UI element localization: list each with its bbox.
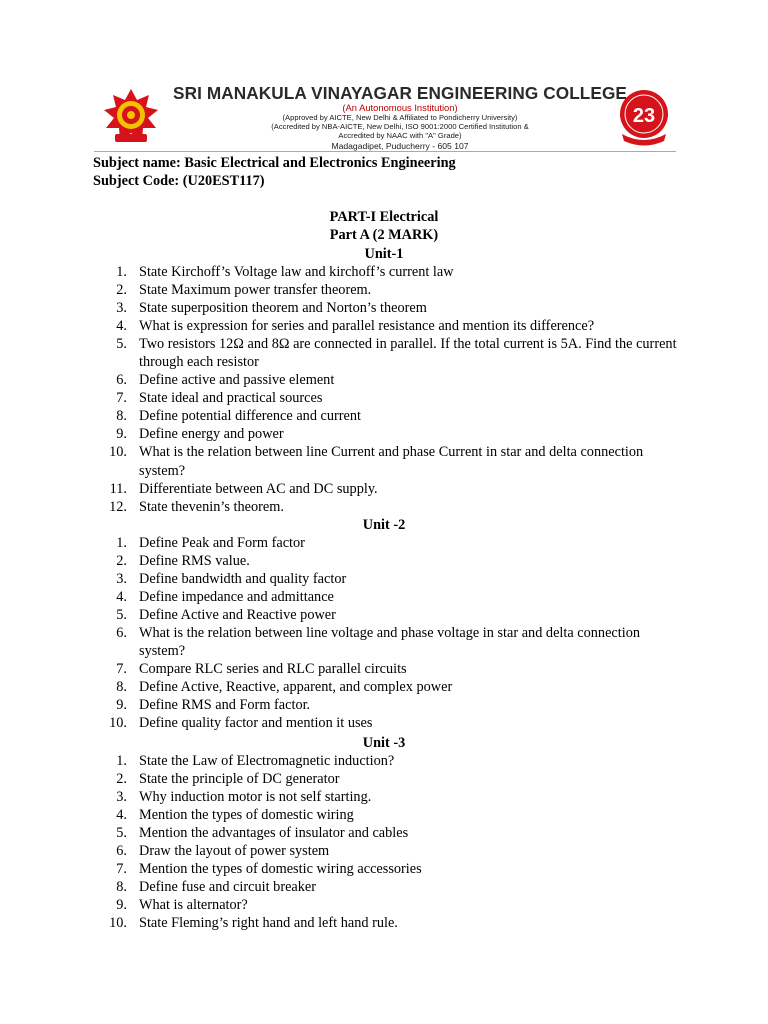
anniversary-badge-logo: [612, 86, 676, 146]
college-emblem-logo: [102, 88, 160, 146]
question-text: Define bandwidth and quality factor: [139, 571, 347, 588]
question-text: Define impedance and admittance: [139, 589, 334, 606]
question-number: 1.: [116, 753, 127, 769]
question-number: 11.: [109, 480, 127, 497]
question-item: [0, 335, 681, 371]
question-number: 3.: [116, 789, 127, 806]
question-number: 4.: [116, 807, 127, 824]
autonomous-tagline: (An Autonomous Institution): [342, 102, 458, 113]
question-text: Define active and passive element: [139, 372, 335, 389]
question-text: State Maximum power transfer theorem.: [139, 282, 372, 299]
question-text: Define Peak and Form factor: [139, 535, 305, 551]
unit-1-question-list: [0, 263, 681, 516]
question-number: 3.: [116, 300, 127, 317]
question-number: 2.: [116, 771, 127, 788]
question-number: 12.: [109, 498, 127, 515]
question-number: 8.: [116, 408, 127, 425]
question-item: [0, 480, 681, 498]
question-text: State Fleming’s right hand and left hand rule.: [139, 915, 398, 932]
question-item: [0, 860, 681, 878]
question-number: 8.: [116, 879, 127, 896]
question-item: [0, 498, 681, 516]
question-number: 1.: [116, 535, 127, 551]
question-text: Define quality factor and mention it uses: [139, 715, 373, 732]
question-number: 6.: [116, 625, 127, 642]
unit-2-question-list: [0, 534, 681, 733]
part-subtitle: Part A (2 MARK): [329, 227, 439, 244]
question-text: What is the relation between line Current and phase Current in star and delta connection system?: [139, 444, 644, 479]
question-text: Define potential difference and current: [139, 408, 362, 425]
question-item: [0, 770, 681, 788]
question-number: 10.: [109, 915, 127, 932]
question-text: State the principle of DC generator: [139, 771, 340, 788]
question-item: [0, 788, 681, 806]
part-title-block: [0, 208, 768, 244]
question-text: Two resistors 12Ω and 8Ω are connected in parallel. If the total current is 5A. Find the current through each resistor: [139, 336, 677, 371]
question-text: State the Law of Electromagnetic induction?: [139, 753, 395, 769]
subject-name: Subject name: Basic Electrical and Electronics Engineering: [93, 155, 456, 171]
accreditation-line-1: (Accredited by NBA-AICTE, New Delhi, ISO 9001:2000 Certified Institution &: [271, 122, 529, 131]
college-header: [96, 84, 676, 150]
question-text: What is expression for series and parallel resistance and mention its difference?: [139, 318, 595, 335]
question-item: [0, 606, 681, 624]
question-item: [0, 842, 681, 860]
question-text: What is alternator?: [139, 897, 248, 914]
question-text: State superposition theorem and Norton’s theorem: [139, 300, 427, 317]
question-number: 7.: [116, 861, 127, 878]
question-text: Define Active and Reactive power: [139, 607, 336, 624]
subject-info: [93, 154, 456, 190]
unit-3-question-list: [0, 752, 681, 932]
question-text: Mention the types of domestic wiring: [139, 807, 354, 824]
question-text: State ideal and practical sources: [139, 390, 323, 407]
badge-number: 23: [632, 105, 656, 127]
question-number: 10.: [109, 444, 127, 461]
question-item: [0, 678, 681, 696]
question-number: 5.: [116, 607, 127, 624]
question-number: 7.: [116, 661, 127, 678]
question-item: [0, 407, 681, 425]
question-text: State Kirchoff’s Voltage law and kirchoff’s current law: [139, 264, 454, 280]
accreditation-line-2: Accredited by NAAC with "A" Grade): [338, 131, 462, 140]
question-item: [0, 443, 681, 479]
question-item: [0, 534, 681, 552]
question-number: 4.: [116, 318, 127, 335]
question-number: 3.: [116, 571, 127, 588]
question-item: [0, 714, 681, 732]
question-text: State thevenin’s theorem.: [139, 498, 284, 515]
question-text: Define energy and power: [139, 426, 284, 443]
question-item: [0, 696, 681, 714]
question-text: Compare RLC series and RLC parallel circuits: [139, 661, 407, 678]
question-text: Why induction motor is not self starting.: [139, 789, 372, 806]
question-item: [0, 281, 681, 299]
question-item: [0, 425, 681, 443]
question-item: [0, 317, 681, 335]
question-number: 10.: [109, 715, 127, 732]
question-number: 9.: [116, 426, 127, 443]
part-title: PART-I Electrical: [329, 209, 439, 225]
question-item: [0, 878, 681, 896]
question-item: [0, 624, 681, 660]
question-text: Draw the layout of power system: [139, 843, 330, 860]
question-number: 7.: [116, 390, 127, 407]
question-number: 5.: [116, 825, 127, 842]
question-number: 2.: [116, 282, 127, 299]
question-item: [0, 806, 681, 824]
question-item: [0, 588, 681, 606]
unit-2-heading: Unit -2: [362, 517, 406, 533]
question-text: Define RMS value.: [139, 553, 250, 570]
question-text: Mention the advantages of insulator and cables: [139, 825, 409, 842]
question-item: [0, 896, 681, 914]
question-number: 9.: [116, 697, 127, 714]
unit-1-heading: Unit-1: [364, 246, 404, 262]
question-number: 8.: [116, 679, 127, 696]
college-address: Madagadipet, Puducherry - 605 107: [331, 141, 469, 151]
question-text: Mention the types of domestic wiring accessories: [139, 861, 422, 878]
approval-line: (Approved by AICTE, New Delhi & Affiliated to Pondicherry University): [282, 113, 518, 122]
question-number: 9.: [116, 897, 127, 914]
question-text: Define fuse and circuit breaker: [139, 879, 317, 896]
question-item: [0, 299, 681, 317]
question-number: 2.: [116, 553, 127, 570]
question-number: 6.: [116, 843, 127, 860]
question-item: [0, 752, 681, 770]
question-item: [0, 389, 681, 407]
question-item: [0, 570, 681, 588]
subject-code: Subject Code: (U20EST117): [93, 173, 265, 189]
college-name: SRI MANAKULA VINAYAGAR ENGINEERING COLLEGE: [173, 83, 627, 103]
question-number: 6.: [116, 372, 127, 389]
question-item: [0, 914, 681, 932]
question-text: What is the relation between line voltage and phase voltage in star and delta connection system?: [139, 625, 641, 660]
question-item: [0, 371, 681, 389]
header-divider: [94, 151, 676, 152]
question-item: [0, 824, 681, 842]
question-text: Differentiate between AC and DC supply.: [139, 480, 378, 497]
unit-3-heading: Unit -3: [362, 735, 406, 751]
question-number: 4.: [116, 589, 127, 606]
question-item: [0, 263, 681, 281]
question-number: 5.: [116, 336, 127, 353]
question-item: [0, 552, 681, 570]
question-text: Define Active, Reactive, apparent, and complex power: [139, 679, 453, 696]
question-item: [0, 660, 681, 678]
question-text: Define RMS and Form factor.: [139, 697, 311, 714]
question-number: 1.: [116, 264, 127, 280]
